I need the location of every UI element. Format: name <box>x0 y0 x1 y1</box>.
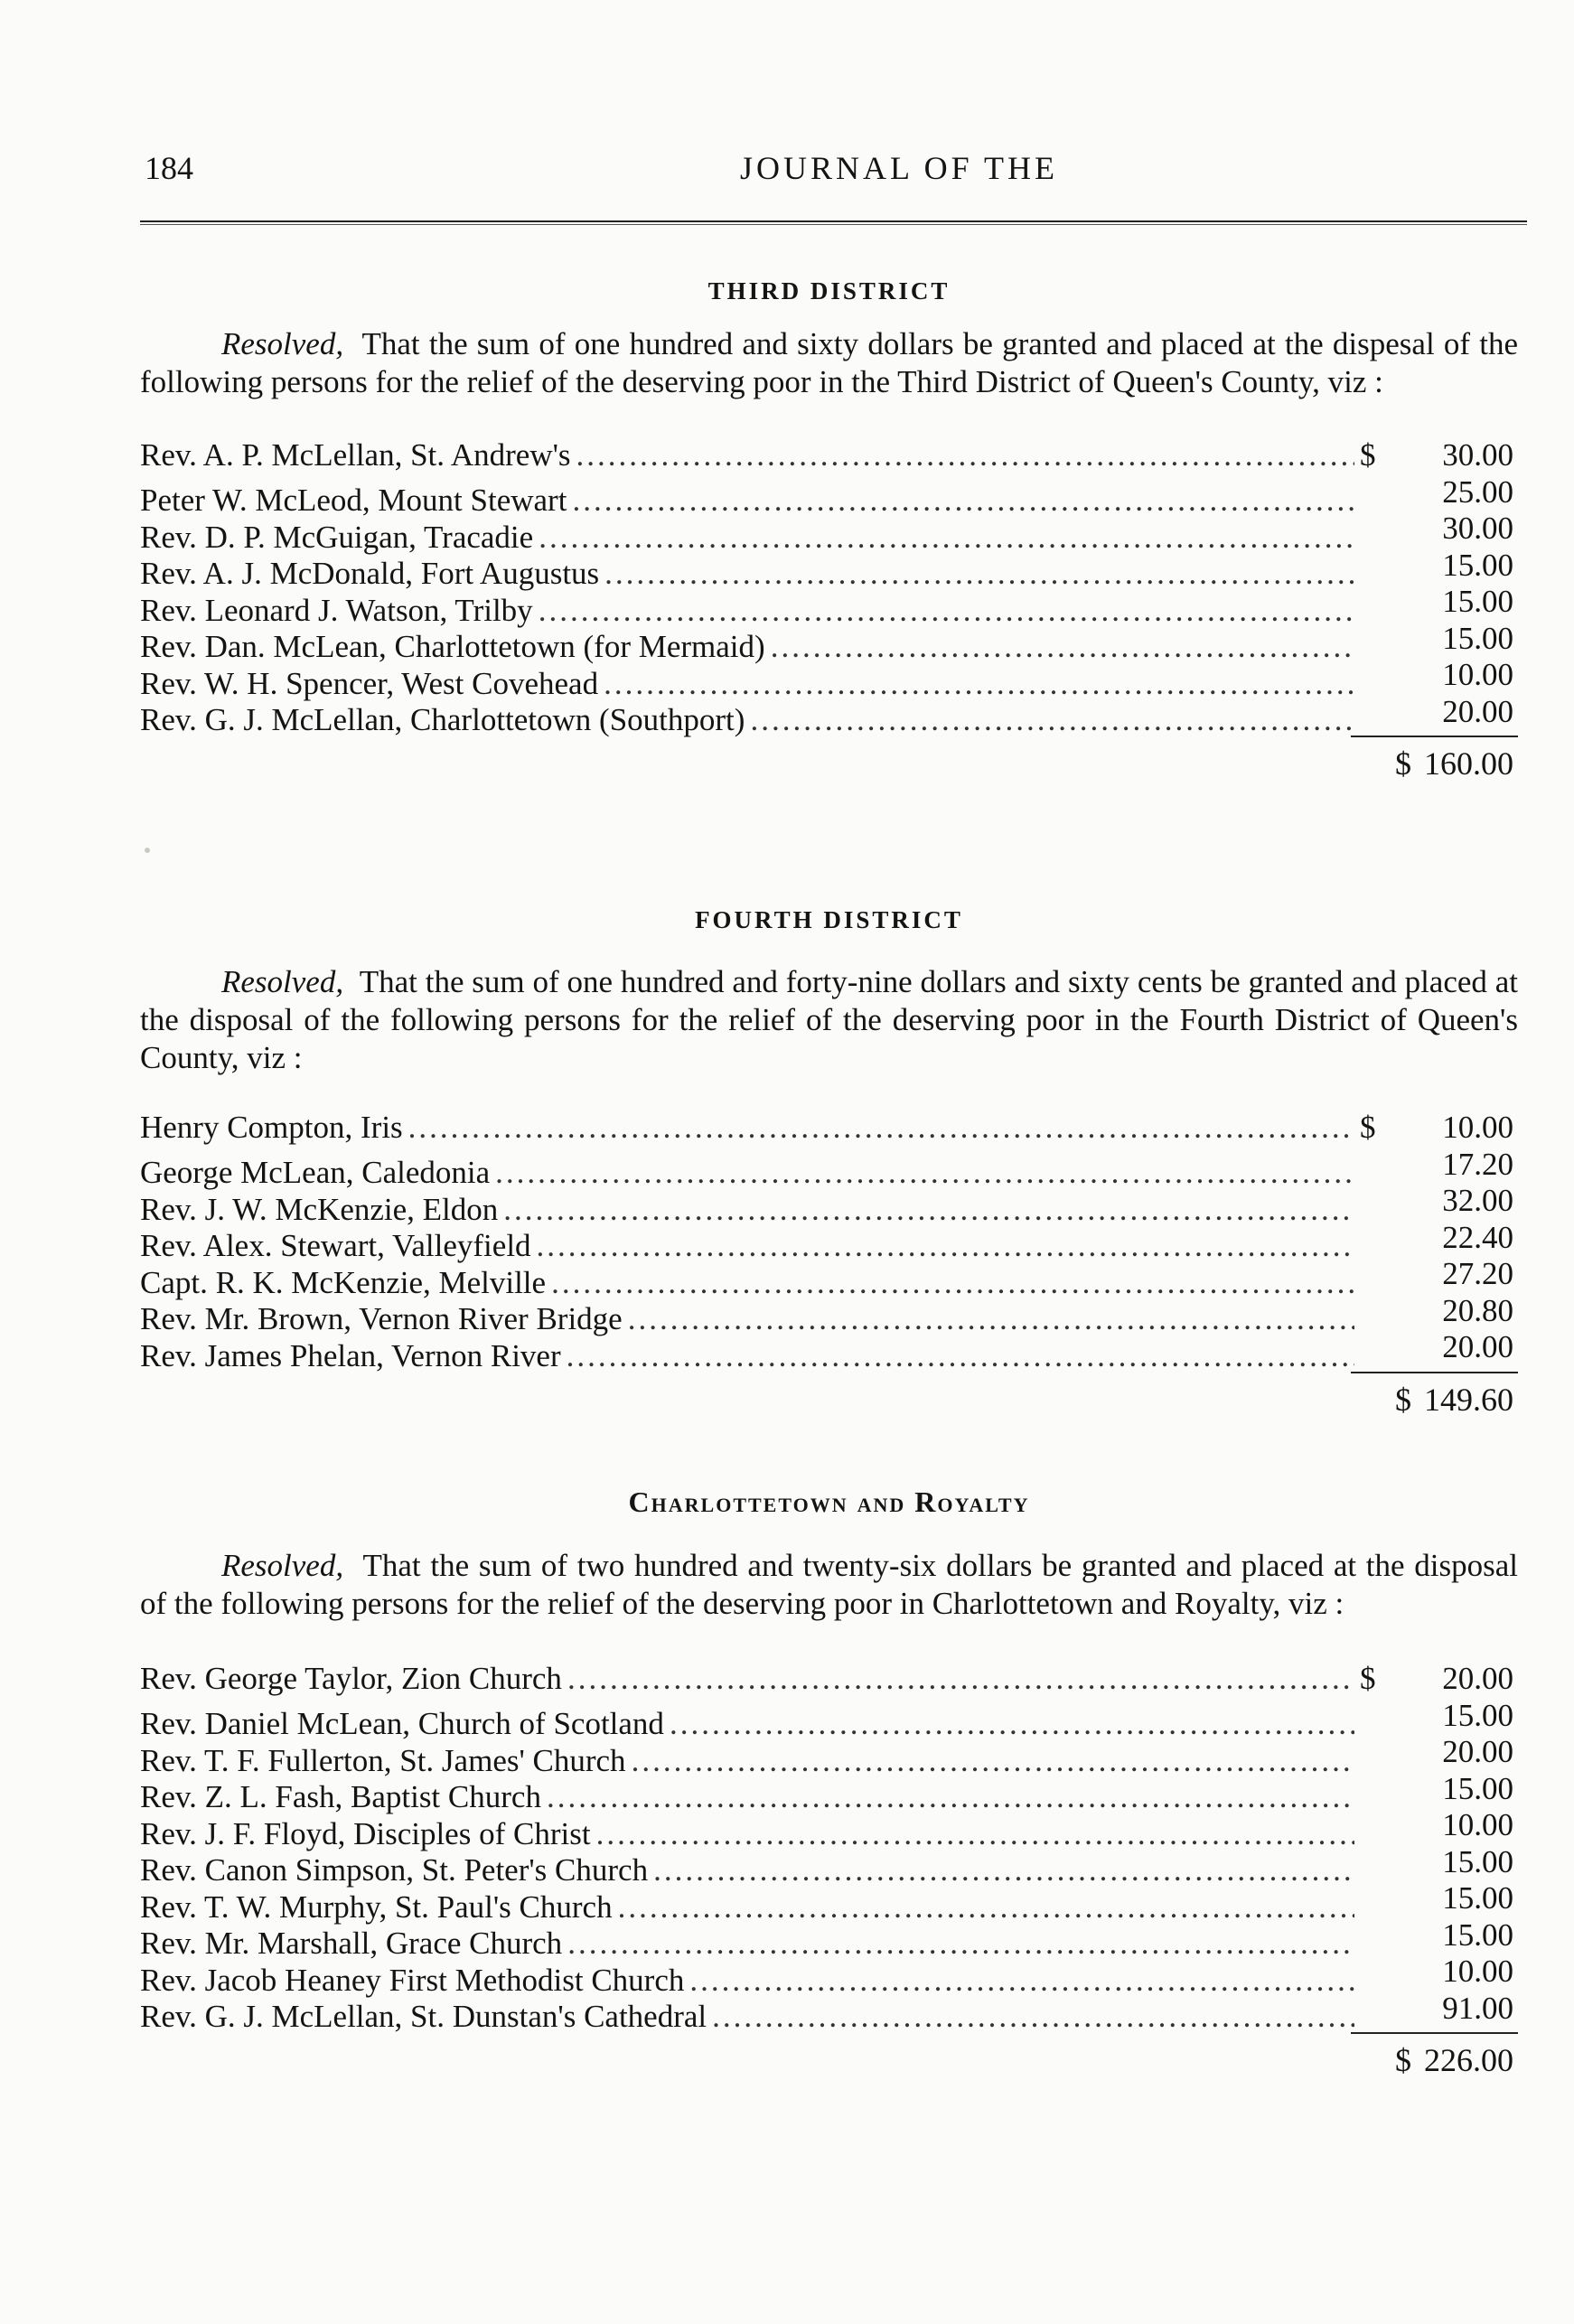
entry-name: Rev. Z. L. Fash, Baptist Church <box>140 1779 541 1814</box>
dollar-sign <box>1360 1183 1385 1220</box>
total-rule <box>1351 736 1518 737</box>
entry-amount: 10.00 <box>1442 1110 1513 1145</box>
entry-amount: 15.00 <box>1442 547 1513 583</box>
dollar-sign: $ <box>1360 1661 1376 1696</box>
resolution-paragraph <box>140 1547 1518 1623</box>
dot-leader <box>495 1155 1354 1192</box>
dollar-sign: $ <box>1395 745 1411 782</box>
entry-name: Capt. R. K. McKenzie, Melville <box>140 1264 547 1300</box>
section-third-district <box>140 273 1518 784</box>
dot-leader <box>653 1852 1354 1889</box>
list-item <box>140 437 1518 474</box>
section-title: THIRD DISTRICT <box>707 277 951 305</box>
entries-list <box>140 437 1518 737</box>
section-total <box>140 1379 1518 1420</box>
dollar-sign <box>1360 1771 1385 1808</box>
entry-amount: 20.00 <box>1442 1329 1513 1364</box>
resolution-paragraph <box>140 325 1518 401</box>
section-title: FOURTH DISTRICT <box>695 906 963 933</box>
entry-name: Rev. Dan. McLean, Charlottetown (for Mermaid) <box>140 629 765 664</box>
entry-amount: 27.20 <box>1442 1256 1513 1291</box>
entry-name: Henry Compton, Iris <box>140 1110 403 1145</box>
total-rule <box>1351 1372 1518 1373</box>
entry-name: Rev. G. J. McLellan, St. Dunstan's Cathedral <box>140 1999 707 2034</box>
dollar-sign <box>1360 1293 1385 1330</box>
page-number: 184 <box>145 150 193 186</box>
entry-amount: 32.00 <box>1442 1183 1513 1218</box>
total-amount: 160.00 <box>1424 745 1513 782</box>
entry-name: Rev. T. F. Fullerton, St. James' Church <box>140 1742 626 1778</box>
dot-leader <box>712 1999 1354 2036</box>
dollar-sign: $ <box>1360 1110 1376 1145</box>
header-rule <box>140 220 1527 225</box>
entry-name: Rev. James Phelan, Vernon River <box>140 1337 561 1373</box>
dollar-sign <box>1360 1698 1385 1735</box>
entry-name: Rev. J. W. McKenzie, Eldon <box>140 1191 499 1227</box>
dollar-sign <box>1360 1880 1385 1917</box>
section-title: Charlottetown and Royalty <box>628 1485 1030 1518</box>
entry-name: Rev. D. P. McGuigan, Tracadie <box>140 519 534 555</box>
dot-leader <box>670 1706 1354 1743</box>
entry-amount: 10.00 <box>1442 657 1513 692</box>
dollar-sign <box>1360 1256 1385 1293</box>
dollar-sign <box>1360 1329 1385 1366</box>
entry-name: Rev. A. J. McDonald, Fort Augustus <box>140 556 600 591</box>
entry-name: Rev. Mr. Marshall, Grace Church <box>140 1926 563 1961</box>
entry-name: Rev. G. J. McLellan, Charlottetown (Southport) <box>140 702 745 737</box>
dot-leader <box>771 629 1354 666</box>
dot-leader <box>503 1192 1354 1229</box>
entry-amount: 15.00 <box>1442 1843 1513 1879</box>
total-amount: 226.00 <box>1424 2042 1513 2078</box>
dollar-sign <box>1360 1991 1385 2028</box>
entry-amount: 30.00 <box>1442 511 1513 546</box>
list-item <box>140 1697 1518 1741</box>
dot-leader <box>618 1889 1354 1926</box>
dot-leader <box>604 666 1354 703</box>
section-total <box>140 743 1518 784</box>
entry-amount: 15.00 <box>1442 1697 1513 1733</box>
dollar-sign <box>1360 1147 1385 1184</box>
entry-amount: 17.20 <box>1442 1146 1513 1182</box>
entry-amount: 15.00 <box>1442 1770 1513 1806</box>
dollar-sign <box>1360 1220 1385 1257</box>
entry-amount: 15.00 <box>1442 1880 1513 1916</box>
dot-leader <box>539 520 1354 557</box>
dollar-sign <box>1360 621 1385 658</box>
dollar-sign <box>1360 1844 1385 1881</box>
dollar-sign: $ <box>1395 2042 1411 2078</box>
running-head: JOURNAL OF THE <box>739 150 1058 186</box>
entry-name: Rev. T. W. Murphy, St. Paul's Church <box>140 1888 613 1925</box>
resolution-text: That the sum of one hundred and sixty dollars be granted and placed at the dispesal of the following persons for the relief of the deserving poor in the Third District of Queen's County, viz : <box>140 326 1519 399</box>
dollar-sign: $ <box>1360 437 1376 473</box>
dollar-sign <box>1360 474 1385 511</box>
entries-list <box>140 1110 1518 1373</box>
list-item <box>140 1110 1518 1147</box>
entry-amount: 91.00 <box>1442 1990 1513 2026</box>
dot-leader <box>628 1301 1354 1338</box>
entry-name: Rev. Daniel McLean, Church of Scotland <box>140 1706 664 1741</box>
entry-amount: 15.00 <box>1442 1916 1513 1953</box>
entry-amount: 30.00 <box>1442 437 1513 473</box>
entry-name: Rev. Jacob Heaney First Methodist Church <box>140 1962 685 1998</box>
dot-leader <box>572 483 1354 520</box>
entry-name: Rev. Alex. Stewart, Valleyfield <box>140 1228 531 1263</box>
section-total <box>140 2039 1518 2081</box>
entry-amount: 15.00 <box>1442 584 1513 619</box>
entry-amount: 20.00 <box>1442 1734 1513 1769</box>
section-fourth-district <box>140 902 1518 1420</box>
dot-leader <box>539 593 1354 630</box>
dot-leader <box>567 1661 1354 1698</box>
dot-leader <box>750 702 1354 739</box>
dollar-sign <box>1360 1917 1385 1954</box>
entry-amount: 10.00 <box>1442 1954 1513 1989</box>
list-item <box>140 473 1518 518</box>
entry-amount: 25.00 <box>1442 473 1513 510</box>
entry-amount: 22.40 <box>1442 1219 1513 1255</box>
dollar-sign <box>1360 1954 1385 1991</box>
resolved-label: Resolved, <box>221 964 344 999</box>
dollar-sign <box>1360 584 1385 621</box>
entry-name: Rev. Mr. Brown, Vernon River Bridge <box>140 1301 623 1336</box>
entry-amount: 20.80 <box>1442 1292 1513 1328</box>
resolved-label: Resolved, <box>221 326 344 361</box>
entry-name: Rev. Canon Simpson, St. Peter's Church <box>140 1852 649 1888</box>
dollar-sign <box>1360 657 1385 694</box>
entry-name: Rev. W. H. Spencer, West Covehead <box>140 665 599 701</box>
entry-name: Rev. J. F. Floyd, Disciples of Christ <box>140 1815 591 1851</box>
dot-leader <box>604 556 1354 593</box>
entry-amount: 15.00 <box>1442 620 1513 656</box>
total-rule <box>1351 2032 1518 2034</box>
entry-name: Rev. A. P. McLellan, St. Andrew's <box>140 437 571 473</box>
entries-list <box>140 1661 1518 2034</box>
resolution-paragraph <box>140 963 1518 1077</box>
dollar-sign <box>1360 548 1385 585</box>
dollar-sign: $ <box>1395 1381 1411 1418</box>
entry-name: Rev. George Taylor, Zion Church <box>140 1661 562 1696</box>
dot-leader <box>408 1110 1354 1147</box>
dot-leader <box>551 1265 1354 1302</box>
dot-leader <box>547 1779 1354 1816</box>
page-header <box>145 149 1527 203</box>
dollar-sign <box>1360 1807 1385 1844</box>
resolved-label: Resolved, <box>221 1548 344 1583</box>
dot-leader <box>689 1963 1354 2000</box>
entry-name: Rev. Leonard J. Watson, Trilby <box>140 592 533 628</box>
section-charlottetown-royalty <box>140 1484 1518 2081</box>
dot-leader <box>537 1228 1354 1265</box>
list-item <box>140 1661 1518 1698</box>
entry-name: George McLean, Caledonia <box>140 1155 491 1190</box>
list-item <box>140 1146 1518 1190</box>
dollar-sign <box>1360 1734 1385 1771</box>
dot-leader <box>632 1743 1354 1780</box>
dot-leader <box>596 1816 1354 1853</box>
entry-amount: 10.00 <box>1442 1807 1513 1842</box>
dot-leader <box>576 437 1354 474</box>
print-speck <box>145 848 150 853</box>
entry-name: Peter W. McLeod, Mount Stewart <box>140 483 567 518</box>
entry-amount: 20.00 <box>1442 1661 1513 1696</box>
dollar-sign <box>1360 511 1385 548</box>
dot-leader <box>567 1338 1354 1375</box>
entry-amount: 20.00 <box>1442 693 1513 729</box>
resolution-text: That the sum of two hundred and twenty-six dollars be granted and placed at the disposal of the following persons for the relief of the deserving poor in Charlottetown and Royalty, viz : <box>140 1548 1518 1621</box>
resolution-text: That the sum of one hundred and forty-nine dollars and sixty cents be granted and placed at the disposal of the following persons for the relief of the deserving poor in the Fourth District of Queen's County, viz : <box>140 964 1519 1075</box>
total-amount: 149.60 <box>1424 1381 1513 1418</box>
dollar-sign <box>1360 694 1385 731</box>
dot-leader <box>567 1926 1354 1963</box>
